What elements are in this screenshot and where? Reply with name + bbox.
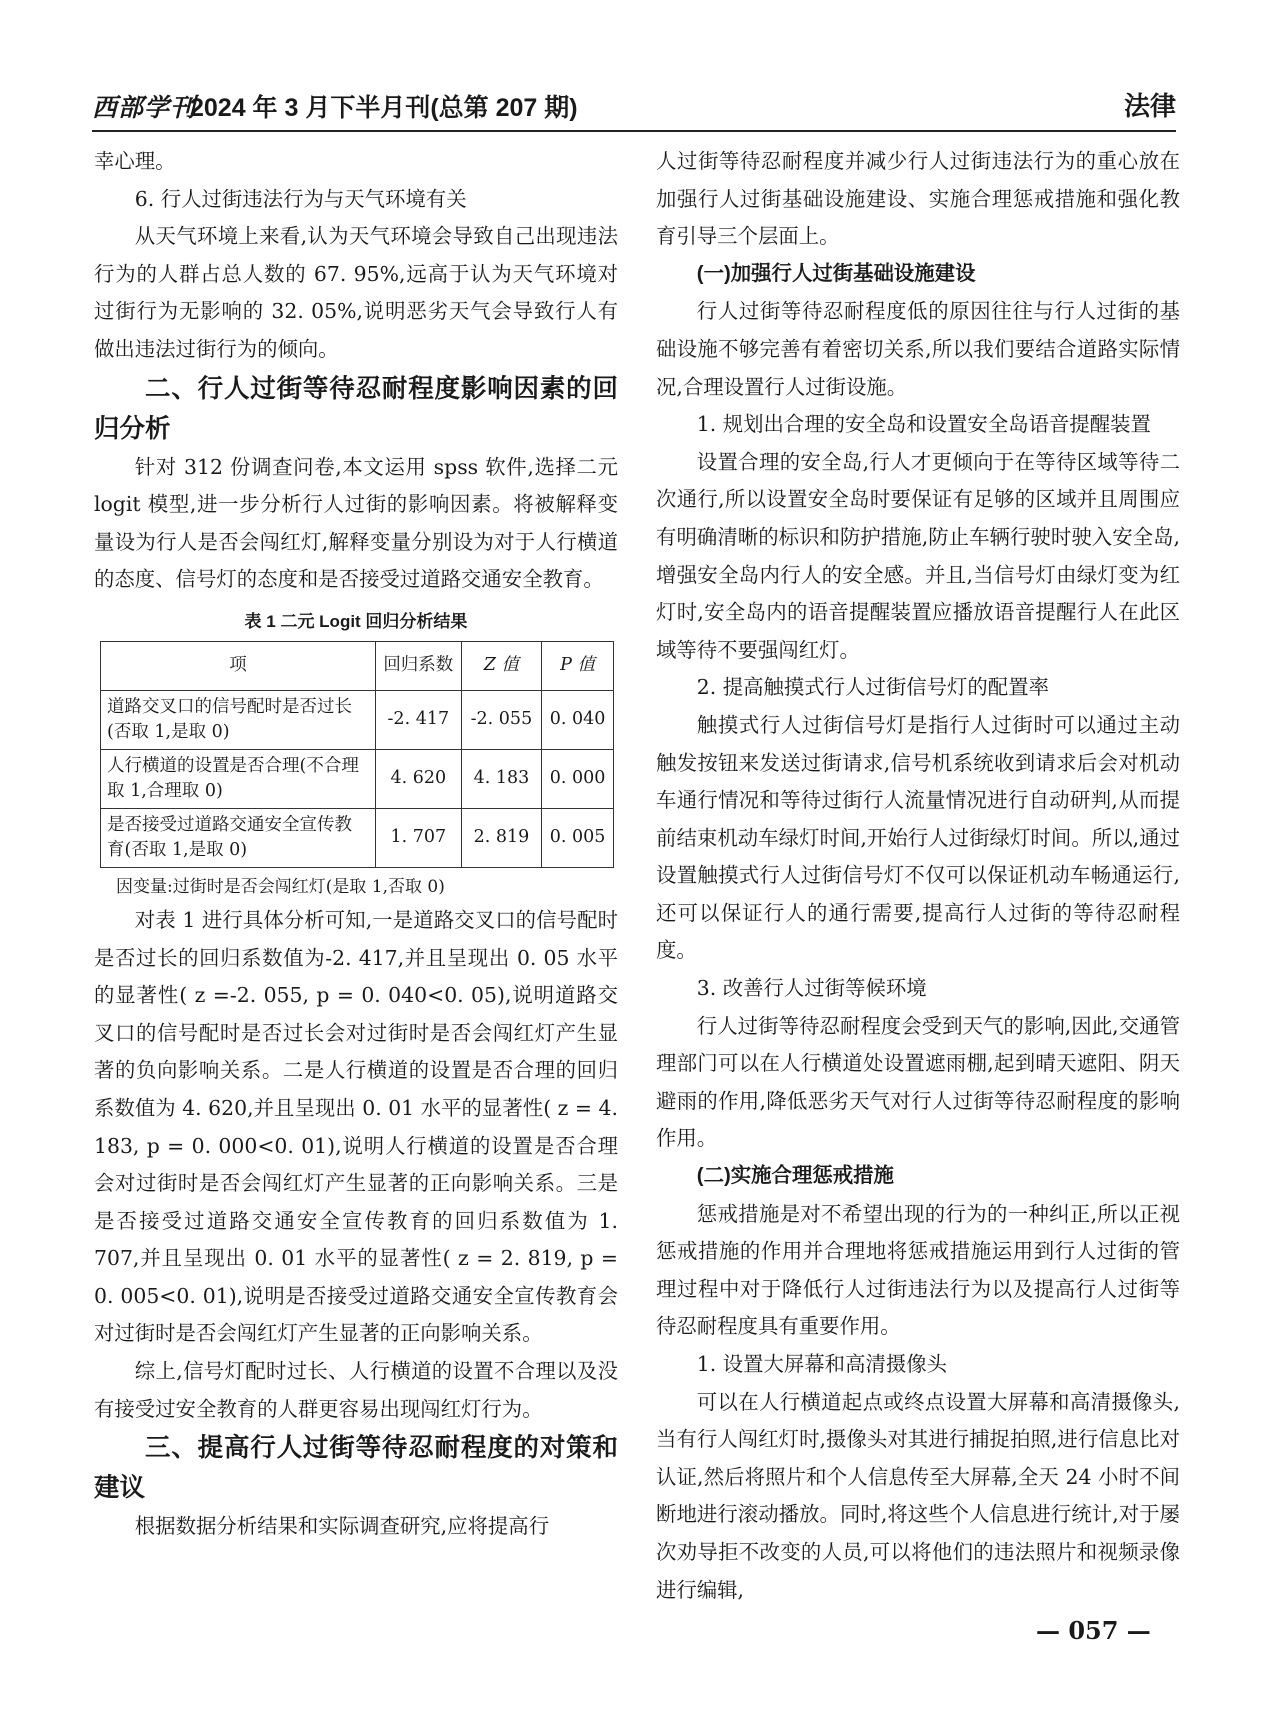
header-cell: P 值	[542, 641, 614, 690]
right-column	[656, 143, 1180, 1609]
paragraph: 惩戒措施是对不希望出现的行为的一种纠正,所以正视惩戒措施的作用并合理地将惩戒措施运用到行人过街的管理过程中对于降低行人过街违法行为以及提高行人过街等待忍耐程度具有重要作用。	[656, 1201, 1180, 1339]
table-cell: 0. 005	[542, 808, 614, 867]
paragraph: 行人过街等待忍耐程度会受到天气的影响,因此,交通管理部门可以在人行横道处设置遮雨棚,起到晴天遮阳、阴天避雨的作用,降低恶劣天气对行人过街等待忍耐程度的影响作用。	[656, 1013, 1180, 1151]
table-cell: 是否接受过道路交通安全宣传教育(否取 1,是取 0)	[101, 808, 376, 867]
subsection-heading: (二)实施合理惩戒措施	[696, 1165, 894, 1188]
subheading: 1. 设置大屏幕和高清摄像头	[696, 1352, 948, 1376]
table-cell: 1. 707	[375, 808, 461, 867]
header-cell: Z 值	[461, 641, 542, 690]
table-note: 因变量:过街时是否会闯红灯(是取 1,否取 0)	[116, 876, 445, 897]
paragraph: 触摸式行人过街信号灯是指行人过街时可以通过主动触发按钮来发送过街请求,信号机系统收到请求后会对机动车通行情况和等待过街行人流量情况进行自动研判,从而提前结束机动车绿灯时间,开始行人过街绿灯时间。所以,通过设置触摸式行人过街信号灯不仅可以保证机动车畅通运行,还可以保证行人的通行需要,提高行人过街的等待忍耐程度。	[656, 712, 1180, 963]
table-row	[101, 808, 614, 867]
subheading: 3. 改善行人过街等候环境	[696, 976, 927, 1001]
paragraph: 对表 1 进行具体分析可知,一是道路交叉口的信号配时是否过长的回归系数值为-2. 417,并且呈现出 0. 05 水平的显著性( z =-2. 055, p = 0. 040<0. 05),说明道路交叉口的信号配时是否过长会对过街时是否会闯红灯产生显著的负向影响关系。二是人行横道的设置是否合理的回归系数值为 4. 620,并且呈现出 0. 01 水平的显著性( z = 4. 183, p = 0. 000<0. 01),说明人行横道的设置是否合理会对过街时是否会闯红灯产生显著的正向影响关系。三是是否接受过道路交通安全宣传教育的回归系数值为 1. 707,并且呈现出 0. 01 水平的显著性( z = 2. 819, p = 0. 005<0. 01),说明是否接受过道路交通安全宣传教育会对过街时是否会闯红灯产生显著的正向影响关系。	[94, 907, 618, 1346]
paragraph: 设置合理的安全岛,行人才更倾向于在等待区域等待二次通行,所以设置安全岛时要保证有足够的区域并且周围应有明确清晰的标识和防护措施,防止车辆行驶时驶入安全岛,增强安全岛内行人的安全感。并且,当信号灯由绿灯变为红灯时,安全岛内的语音提醒装置应播放语音提醒行人在此区域等待不要强闯红灯。	[656, 449, 1180, 662]
table-row	[101, 690, 614, 749]
journal-logo: 西部学刊	[92, 93, 197, 122]
table-cell: -2. 417	[375, 690, 461, 749]
subsection-heading: (一)加强行人过街基础设施建设	[696, 262, 976, 285]
regression-table	[100, 641, 614, 868]
header-rule	[92, 130, 1176, 132]
section-label: 法律	[1123, 91, 1176, 121]
paragraph: 综上,信号灯配时过长、人行横道的设置不合理以及没有接受过安全教育的人群更容易出现闯红灯行为。	[94, 1359, 618, 1421]
paragraph: 人过街等待忍耐程度并减少行人过街违法行为的重心放在加强行人过街基础设施建设、实施合理惩戒措施和强化教育引导三个层面上。	[656, 149, 1180, 249]
paragraph: 可以在人行横道起点或终点设置大屏幕和高清摄像头,当有行人闯红灯时,摄像头对其进行捕捉拍照,进行信息比对认证,然后将照片和个人信息传至大屏幕,全天 24 小时不间断地进行滚动播放。同时,将这些个人信息进行统计,对于屡次劝导拒不改变的人员,可以将他们的违法照片和视频录像进行编辑,	[656, 1389, 1180, 1602]
issue-info: 2024 年 3 月下半月刊(总第 207 期)	[190, 94, 578, 122]
left-column	[94, 143, 618, 1546]
table-cell: 4. 620	[375, 749, 461, 808]
page-number: — 057 —	[1036, 1616, 1151, 1645]
table-cell: 0. 040	[542, 690, 614, 749]
paragraph: 根据数据分析结果和实际调查研究,应将提高行	[134, 1514, 550, 1539]
paragraph: 从天气环境上来看,认为天气环境会导致自己出现违法行为的人群占总人数的 67. 95%,远高于认为天气环境对过街行为无影响的 32. 05%,说明恶劣天气会导致行人有做出违法过街行为的倾向。	[94, 224, 618, 361]
subheading: 1. 规划出合理的安全岛和设置安全岛语音提醒装置	[696, 412, 1151, 437]
section-heading: 二、行人过街等待忍耐程度影响因素的回归分析	[94, 374, 618, 443]
header-cell: 回归系数	[375, 641, 461, 690]
header-cell: 项	[101, 641, 376, 690]
table-row	[101, 749, 614, 808]
paragraph: 针对 312 份调查问卷,本文运用 spss 软件,选择二元 logit 模型,进一步分析行人过街的影响因素。将被解释变量设为行人是否会闯红灯,解释变量分别设为对于人行横道的态度、信号灯的态度和是否接受过道路交通安全教育。	[94, 454, 618, 592]
table-cell: 道路交叉口的信号配时是否过长(否取 1,是取 0)	[101, 690, 376, 749]
table-cell: 0. 000	[542, 749, 614, 808]
table-title: 表 1 二元 Logit 回归分析结果	[244, 611, 468, 631]
paragraph: 行人过街等待忍耐程度低的原因往往与行人过街的基础设施不够完善有着密切关系,所以我们要结合道路实际情况,合理设置行人过街设施。	[656, 299, 1180, 399]
subheading: 2. 提高触摸式行人过街信号灯的配置率	[696, 675, 1049, 700]
section-heading: 三、提高行人过街等待忍耐程度的对策和建议	[94, 1434, 618, 1503]
table-cell: 人行横道的设置是否合理(不合理取 1,合理取 0)	[101, 749, 376, 808]
subheading: 6. 行人过街违法行为与天气环境有关	[134, 186, 467, 211]
table-cell: 4. 183	[461, 749, 542, 808]
page-header	[92, 86, 1176, 126]
paragraph: 幸心理。	[94, 149, 176, 173]
table-cell: -2. 055	[461, 690, 542, 749]
table-header-row	[101, 641, 614, 690]
table-cell: 2. 819	[461, 808, 542, 867]
